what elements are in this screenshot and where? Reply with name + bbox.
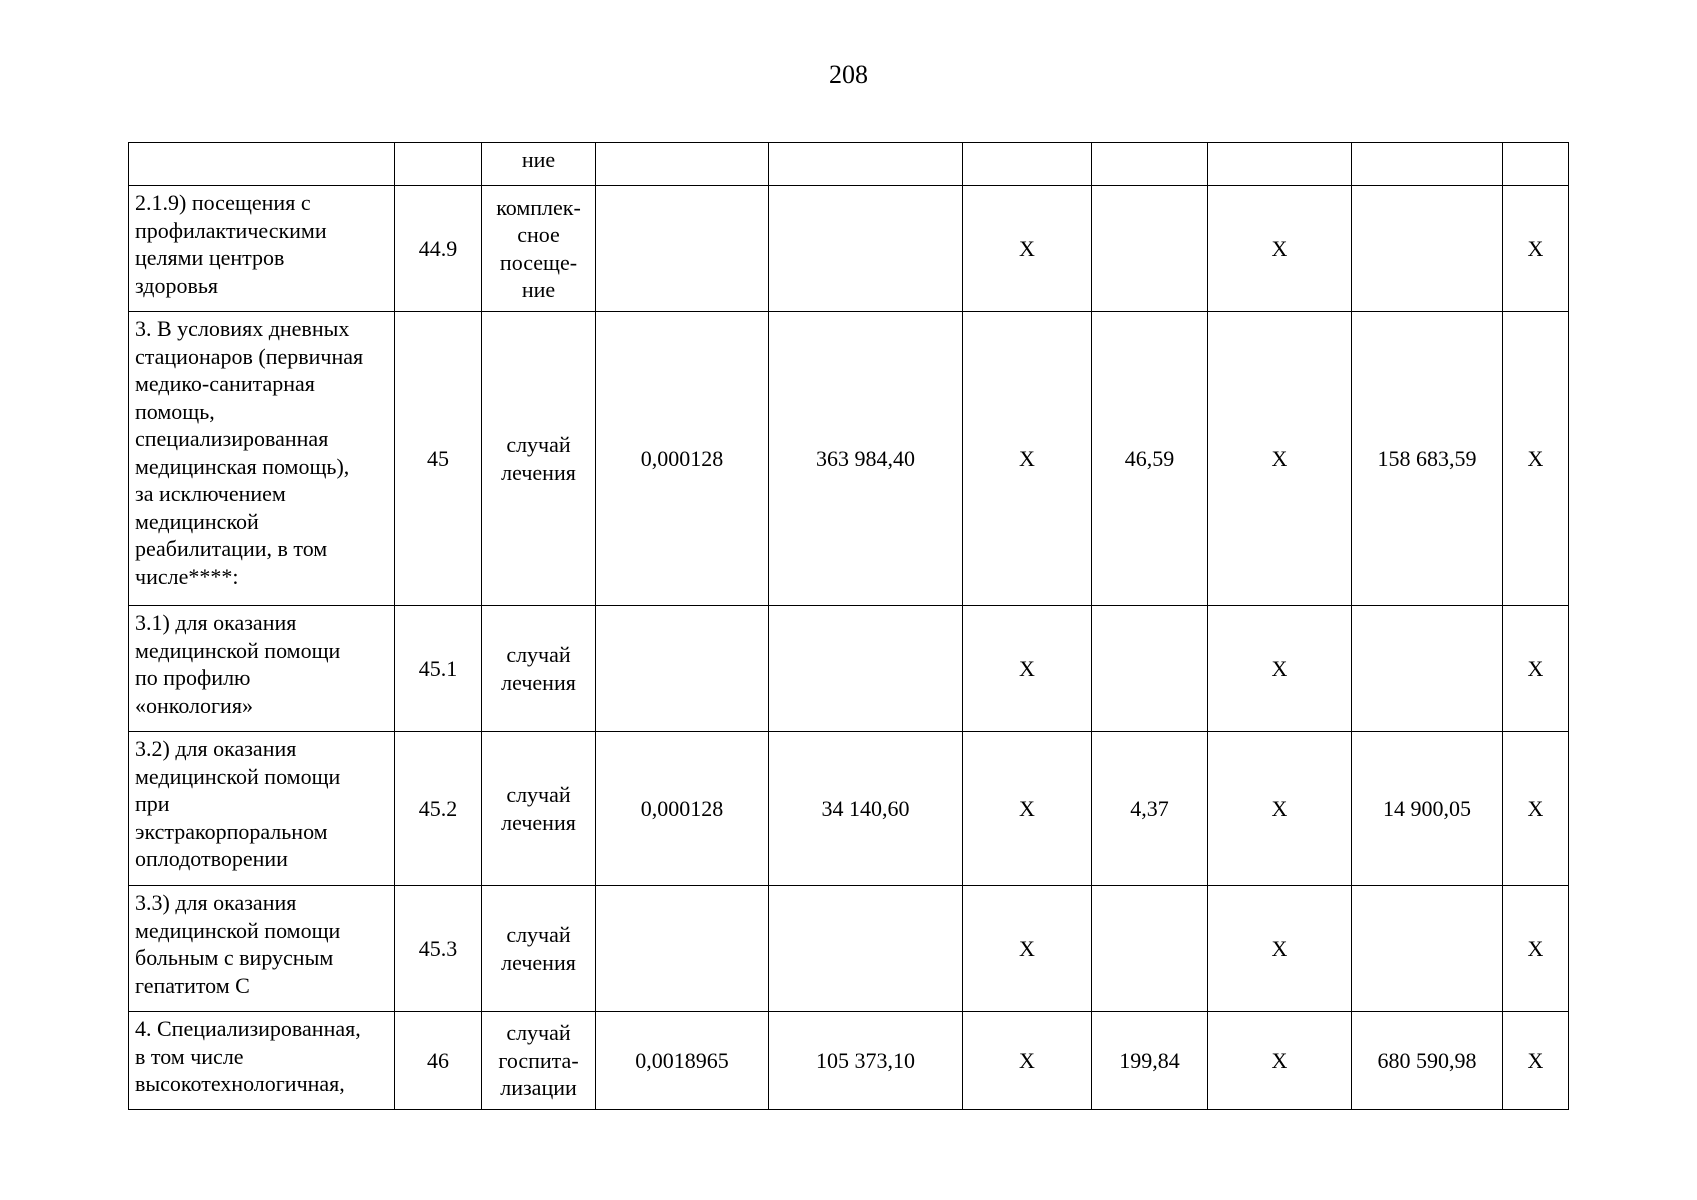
- table-row: [129, 732, 1569, 886]
- table-cell: 46: [395, 1012, 482, 1110]
- table-cell: [395, 143, 482, 186]
- table-cell: 34 140,60: [769, 732, 963, 886]
- table-cell: комплек- сное посеще- ние: [482, 186, 596, 312]
- table-cell: [769, 606, 963, 732]
- table-cell: 44.9: [395, 186, 482, 312]
- table-cell: [769, 186, 963, 312]
- table-cell: X: [963, 186, 1092, 312]
- table-cell: [1092, 186, 1208, 312]
- table-cell: X: [1208, 1012, 1352, 1110]
- table-cell: 199,84: [1092, 1012, 1208, 1110]
- table-cell: случай лечения: [482, 732, 596, 886]
- table-cell: 3.3) для оказания медицинской помощи больным с вирусным гепатитом С: [129, 886, 395, 1012]
- table-row: [129, 1012, 1569, 1110]
- table-cell: [596, 606, 769, 732]
- table-cell: X: [1208, 606, 1352, 732]
- table-cell: 0,0018965: [596, 1012, 769, 1110]
- table-cell: 45: [395, 312, 482, 606]
- table-cell: [1092, 886, 1208, 1012]
- table-cell: X: [963, 732, 1092, 886]
- table-cell: 4. Специализированная, в том числе высокотехнологичная,: [129, 1012, 395, 1110]
- table-cell: X: [1208, 312, 1352, 606]
- table-cell: X: [1503, 1012, 1569, 1110]
- table-cell: 4,37: [1092, 732, 1208, 886]
- table-cell: 46,59: [1092, 312, 1208, 606]
- table-cell: [129, 143, 395, 186]
- table-cell: [1352, 186, 1503, 312]
- table-cell: случай лечения: [482, 886, 596, 1012]
- table-row: [129, 886, 1569, 1012]
- table-cell: 2.1.9) посещения с профилактическими целями центров здоровья: [129, 186, 395, 312]
- table-cell: 105 373,10: [769, 1012, 963, 1110]
- table-cell: X: [1503, 186, 1569, 312]
- page-number: 208: [829, 60, 868, 89]
- table-cell: случай лечения: [482, 312, 596, 606]
- table-cell: X: [963, 312, 1092, 606]
- table-cell: X: [1208, 732, 1352, 886]
- table-cell: [596, 886, 769, 1012]
- table-row: [129, 143, 1569, 186]
- table-cell: [1092, 143, 1208, 186]
- table-cell: [769, 886, 963, 1012]
- table-cell: ние: [482, 143, 596, 186]
- table-cell: X: [1208, 886, 1352, 1012]
- table-cell: X: [1208, 186, 1352, 312]
- table-cell: случай лечения: [482, 606, 596, 732]
- table-cell: [596, 143, 769, 186]
- table-row: [129, 606, 1569, 732]
- table-cell: [769, 143, 963, 186]
- table-cell: X: [1503, 732, 1569, 886]
- table-cell: случай госпита- лизации: [482, 1012, 596, 1110]
- table-cell: 3. В условиях дневных стационаров (первичная медико-санитарная помощь, специализированная медицинская помощь), за исключением медицинской реабилитации, в том числе****:: [129, 312, 395, 606]
- table-cell: 158 683,59: [1352, 312, 1503, 606]
- data-table: [128, 142, 1569, 1110]
- table-cell: [1352, 886, 1503, 1012]
- table-cell: 363 984,40: [769, 312, 963, 606]
- table-cell: 45.2: [395, 732, 482, 886]
- table-cell: X: [963, 1012, 1092, 1110]
- table-cell: [1208, 143, 1352, 186]
- table-cell: [963, 143, 1092, 186]
- table-cell: X: [1503, 312, 1569, 606]
- table-cell: 680 590,98: [1352, 1012, 1503, 1110]
- table-cell: X: [963, 886, 1092, 1012]
- table-cell: X: [1503, 606, 1569, 732]
- table-row: [129, 312, 1569, 606]
- table-cell: X: [963, 606, 1092, 732]
- table-cell: [1503, 143, 1569, 186]
- table-cell: 45.3: [395, 886, 482, 1012]
- table-cell: [1092, 606, 1208, 732]
- table-row: [129, 186, 1569, 312]
- table-cell: 0,000128: [596, 732, 769, 886]
- table-cell: 45.1: [395, 606, 482, 732]
- table-cell: [1352, 606, 1503, 732]
- table-cell: 0,000128: [596, 312, 769, 606]
- table-cell: [596, 186, 769, 312]
- table-cell: 14 900,05: [1352, 732, 1503, 886]
- table-cell: 3.2) для оказания медицинской помощи при экстракорпоральном оплодотворении: [129, 732, 395, 886]
- table-cell: X: [1503, 886, 1569, 1012]
- table-cell: 3.1) для оказания медицинской помощи по профилю «онкология»: [129, 606, 395, 732]
- table-cell: [1352, 143, 1503, 186]
